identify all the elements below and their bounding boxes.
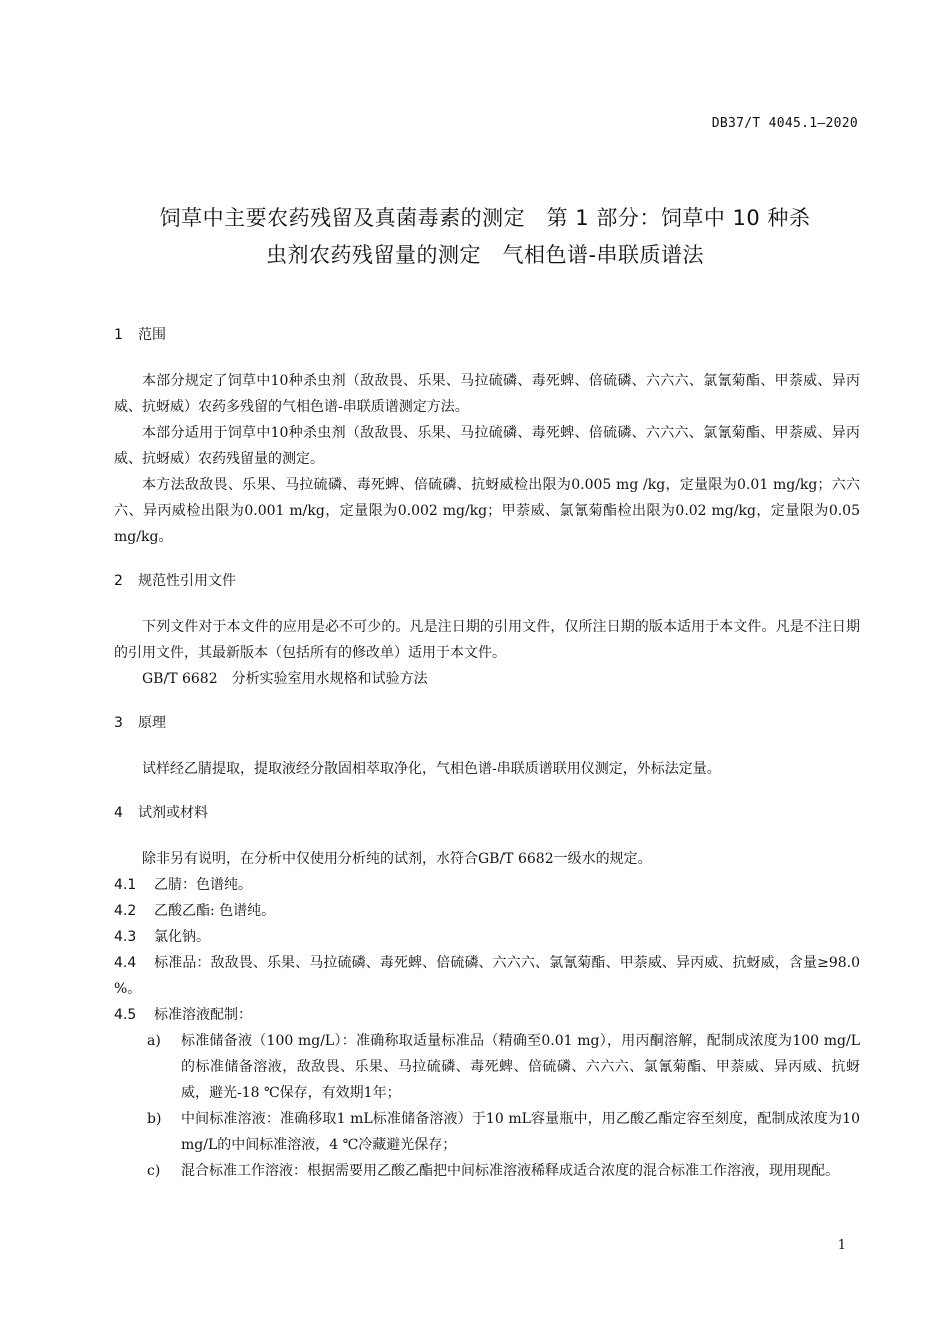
section-title: 试剂或材料 [138, 805, 208, 821]
title-line-1: 饲草中主要农药残留及真菌毒素的测定 第 1 部分：饲草中 10 种杀 [159, 206, 811, 230]
clause-4-3 [114, 924, 860, 950]
section-title: 原理 [138, 715, 166, 731]
standard-code: DB37/T 4045.1—2020 [711, 116, 858, 131]
section-heading-normative-references [114, 568, 860, 594]
clause-4-2 [114, 898, 860, 924]
list-item [114, 1028, 860, 1106]
list-marker: b) [147, 1111, 162, 1127]
section-title: 范围 [138, 327, 166, 343]
section-number: 2 [114, 573, 123, 589]
clause-text: 乙腈：色谱纯。 [154, 877, 252, 893]
section-number: 4 [114, 805, 123, 821]
clause-text: 标准品：敌敌畏、乐果、马拉硫磷、毒死蜱、倍硫磷、六六六、氯氰菊酯、甲萘威、异丙威、抗蚜威，含量≥98.0 %。 [114, 955, 860, 997]
clause-4-1 [114, 872, 860, 898]
clause-number: 4.1 [114, 877, 137, 893]
list-marker: a) [147, 1033, 161, 1049]
scope-paragraph-1: 本部分规定了饲草中10种杀虫剂（敌敌畏、乐果、马拉硫磷、毒死蜱、倍硫磷、六六六、氯氰菊酯、甲萘威、异丙威、抗蚜威）农药多残留的气相色谱-串联质谱测定方法。 [114, 373, 860, 415]
principle-paragraph: 试样经乙腈提取，提取液经分散固相萃取净化，气相色谱-串联质谱联用仪测定，外标法定量。 [142, 761, 721, 777]
list-item-text: 混合标准工作溶液：根据需要用乙酸乙酯把中间标准溶液稀释成适合浓度的混合标准工作溶液，现用现配。 [181, 1163, 839, 1179]
list-item [114, 1158, 860, 1184]
clause-text: 氯化钠。 [154, 929, 210, 945]
section-number: 1 [114, 327, 123, 343]
clause-text: 标准溶液配制： [154, 1007, 252, 1023]
section-title: 规范性引用文件 [138, 573, 236, 589]
document-body [114, 322, 860, 1184]
clause-number: 4.2 [114, 903, 137, 919]
section-heading-scope [114, 322, 860, 348]
page-number: 1 [837, 1238, 846, 1253]
reagents-paragraph: 除非另有说明，在分析中仅使用分析纯的试剂，水符合GB/T 6682一级水的规定。 [142, 851, 652, 867]
reference-item: GB/T 6682 分析实验室用水规格和试验方法 [142, 671, 428, 687]
list-item-text: 标准储备液（100 mg/L）：准确称取适量标准品（精确至0.01 mg），用丙酮溶解，配制成浓度为100 mg/L的标准储备溶液，敌敌畏、乐果、马拉硫磷、毒死蜱、倍硫磷、六六六、氯氰菊酯、甲萘威、异丙威、抗蚜威，避光-18 ℃保存，有效期1年； [181, 1033, 860, 1101]
scope-paragraph-3: 本方法敌敌畏、乐果、马拉硫磷、毒死蜱、倍硫磷、抗蚜威检出限为0.005 mg /kg，定量限为0.01 mg/kg；六六六、异丙威检出限为0.001 m/kg，定量限为0.002 mg/kg；甲萘威、氯氰菊酯检出限为0.02 mg/kg，定量限为0.05 mg/kg。 [114, 477, 860, 545]
scope-paragraph-2: 本部分适用于饲草中10种杀虫剂（敌敌畏、乐果、马拉硫磷、毒死蜱、倍硫磷、六六六、氯氰菊酯、甲萘威、异丙威、抗蚜威）农药残留量的测定。 [114, 425, 860, 467]
clause-4-5 [114, 1002, 860, 1028]
references-paragraph: 下列文件对于本文件的应用是必不可少的。凡是注日期的引用文件，仅所注日期的版本适用于本文件。凡是不注日期的引用文件，其最新版本（包括所有的修改单）适用于本文件。 [114, 619, 860, 661]
clause-4-4 [114, 950, 860, 1002]
section-number: 3 [114, 715, 123, 731]
clause-number: 4.5 [114, 1007, 137, 1023]
clause-number: 4.4 [114, 955, 137, 971]
section-heading-principle [114, 710, 860, 736]
list-item [114, 1106, 860, 1158]
section-heading-reagents [114, 800, 860, 826]
list-marker: c) [147, 1163, 161, 1179]
document-title [100, 200, 870, 274]
title-line-2: 虫剂农药残留量的测定 气相色谱-串联质谱法 [265, 243, 705, 267]
list-item-text: 中间标准溶液：准确移取1 mL标准储备溶液）于10 mL容量瓶中，用乙酸乙酯定容至刻度，配制成浓度为10 mg/L的中间标准溶液，4 ℃冷藏避光保存； [181, 1111, 860, 1153]
clause-text: 乙酸乙酯: 色谱纯。 [154, 903, 276, 919]
clause-number: 4.3 [114, 929, 137, 945]
